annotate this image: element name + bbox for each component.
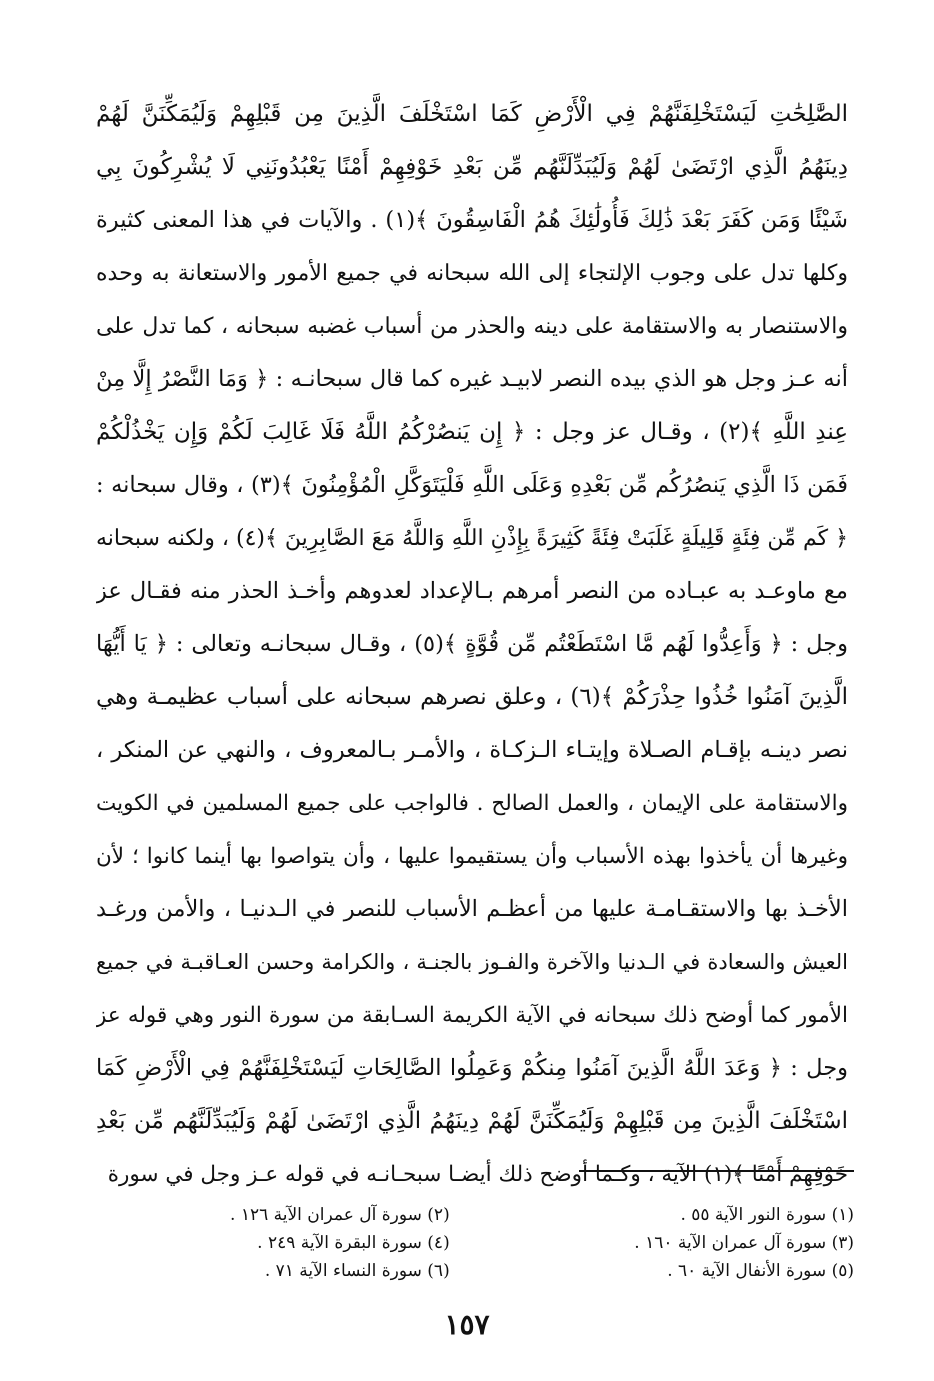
text-line: وجل : ﴿ وَأَعِدُّوا لَهُم مَّا اسْتَطَعْتُم مِّن قُوَّةٍ ﴾(٥) ، وقـال سبحانـه وتعالى : ﴿ يَا أَيُّهَا <box>96 631 848 657</box>
footnote: (٢) سورة آل عمران الآية ١٢٦ . <box>230 1205 450 1225</box>
text-line: مع ماوعـد به عبـاده من النصر أمرهم بـالإعداد لعدوهم وأخـذ الحذر منه فقـال عز <box>96 578 848 604</box>
text-line: وكلها تدل على وجوب الإلتجاء إلى الله سبحانه في جميع الأمور والاستعانة به وحده <box>96 261 848 286</box>
text-line: الأمور كما أوضح ذلك سبحانه في الآية الكريمة السـابقة من سورة النور وهي قوله عز <box>96 1003 848 1028</box>
text-line: والاستقامة على الإيمان ، والعمل الصالح . فالواجب على جميع المسلمين في الكويت <box>96 791 848 816</box>
footnote-separator <box>579 1170 854 1172</box>
text-line: نصر دينـه بإقـام الصـلاة وإيتـاء الـزكـاة ، والأمـر بـالمعروف ، والنهي عن المنكر ، <box>96 737 848 763</box>
footnote: (٥) سورة الأنفال الآية ٦٠ . <box>667 1261 854 1281</box>
text-line: وجل : ﴿ وَعَدَ اللَّهُ الَّذِينَ آمَنُوا مِنكُمْ وَعَمِلُوا الصَّالِحَاتِ لَيَسْتَخْلِفَنَّهُمْ فِي الْأَرْضِ كَمَا <box>96 1055 848 1081</box>
text-line: دِينَهُمُ الَّذِي ارْتَضَىٰ لَهُمْ وَلَيُبَدِّلَنَّهُم مِّن بَعْدِ خَوْفِهِمْ أَمْنًا يَعْبُدُونَنِي لَا يُشْرِكُونَ بِي <box>96 154 848 180</box>
footnote: (١) سورة النور الآية ٥٥ . <box>680 1205 854 1225</box>
text-line: خَوْفِهِمْ أَمْنًا ﴾(١) الآية ، وكـما أوضح ذلك أيضـا سبحـانـه في قوله عـز وجل في سورة <box>107 1162 848 1187</box>
footnote: (٤) سورة البقرة الآية ٢٤٩ . <box>257 1233 450 1253</box>
footnote: (٦) سورة النساء الآية ٧١ . <box>264 1261 450 1281</box>
footnote: (٣) سورة آل عمران الآية ١٦٠ . <box>634 1233 854 1253</box>
text-line: فَمَن ذَا الَّذِي يَنصُرُكُم مِّن بَعْدِهِ وَعَلَى اللَّهِ فَلْيَتَوَكَّلِ الْمُؤْمِنُونَ ﴾(٣) ، وقال سبحانه : <box>96 472 848 498</box>
text-line: ﴿ كَم مِّن فِئَةٍ قَلِيلَةٍ غَلَبَتْ فِئَةً كَثِيرَةً بِإِذْنِ اللَّهِ وَاللَّهُ مَعَ الصَّابِرِينَ ﴾(٤) ، ولكنه سبحانه <box>96 526 848 551</box>
footnotes <box>230 1201 854 1285</box>
text-line: اسْتَخْلَفَ الَّذِينَ مِن قَبْلِهِمْ وَلَيُمَكِّنَنَّ لَهُمْ دِينَهُمُ الَّذِي ارْتَضَىٰ لَهُمْ وَلَيُبَدِّلَنَّهُم مِّن بَعْدِ <box>96 1108 848 1134</box>
text-line: أنه عـز وجل هو الذي بيده النصر لابيـد غيره كما قال سبحانـه : ﴿ وَمَا النَّصْرُ إِلَّا مِنْ <box>96 366 848 392</box>
text-line: العيش والسعادة في الـدنيا والآخرة والفـوز بالجنـة ، والكرامة وحسن العـاقبـة في جميع <box>96 950 848 974</box>
body-text <box>96 88 848 1201</box>
text-line: الَّذِينَ آمَنُوا خُذُوا حِذْرَكُمْ ﴾(٦) ، وعلق نصرهم سبحانه على أسباب عظيمـة وهي <box>96 684 848 710</box>
text-line: الأخـذ بها والاستقـامـة عليها من أعظـم الأسباب للنصر في الـدنيـا ، والأمن ورغـد <box>96 896 848 922</box>
page-number: ١٥٧ <box>444 1308 490 1341</box>
text-line: وغيرها أن يأخذوا بهذه الأسباب وأن يستقيموا عليها ، وأن يتواصوا بها أينما كانوا ؛ لأن <box>96 844 848 869</box>
text-line: والاستنصار به والاستقامة على دينه والحذر من أسباب غضبه سبحانه ، كما تدل على <box>96 314 848 339</box>
text-line: عِندِ اللَّهِ ﴾(٢) ، وقـال عز وجل : ﴿ إِن يَنصُرْكُمُ اللَّهُ فَلَا غَالِبَ لَكُمْ وَإِن يَخْذُلْكُمْ <box>96 419 848 445</box>
text-line: شَيْئًا وَمَن كَفَرَ بَعْدَ ذَٰلِكَ فَأُولَٰئِكَ هُمُ الْفَاسِقُونَ ﴾(١) . والآيات في هذا المعنى كثيرة <box>96 207 848 233</box>
footnotes-right-column <box>634 1201 854 1285</box>
text-line: الصَّٰلِحَٰتِ لَيَسْتَخْلِفَنَّهُمْ فِي الْأَرْضِ كَمَا اسْتَخْلَفَ الَّذِينَ مِن قَبْلِهِمْ وَلَيُمَكِّنَنَّ لَهُمْ <box>96 101 848 127</box>
footnotes-left-column <box>230 1201 450 1285</box>
